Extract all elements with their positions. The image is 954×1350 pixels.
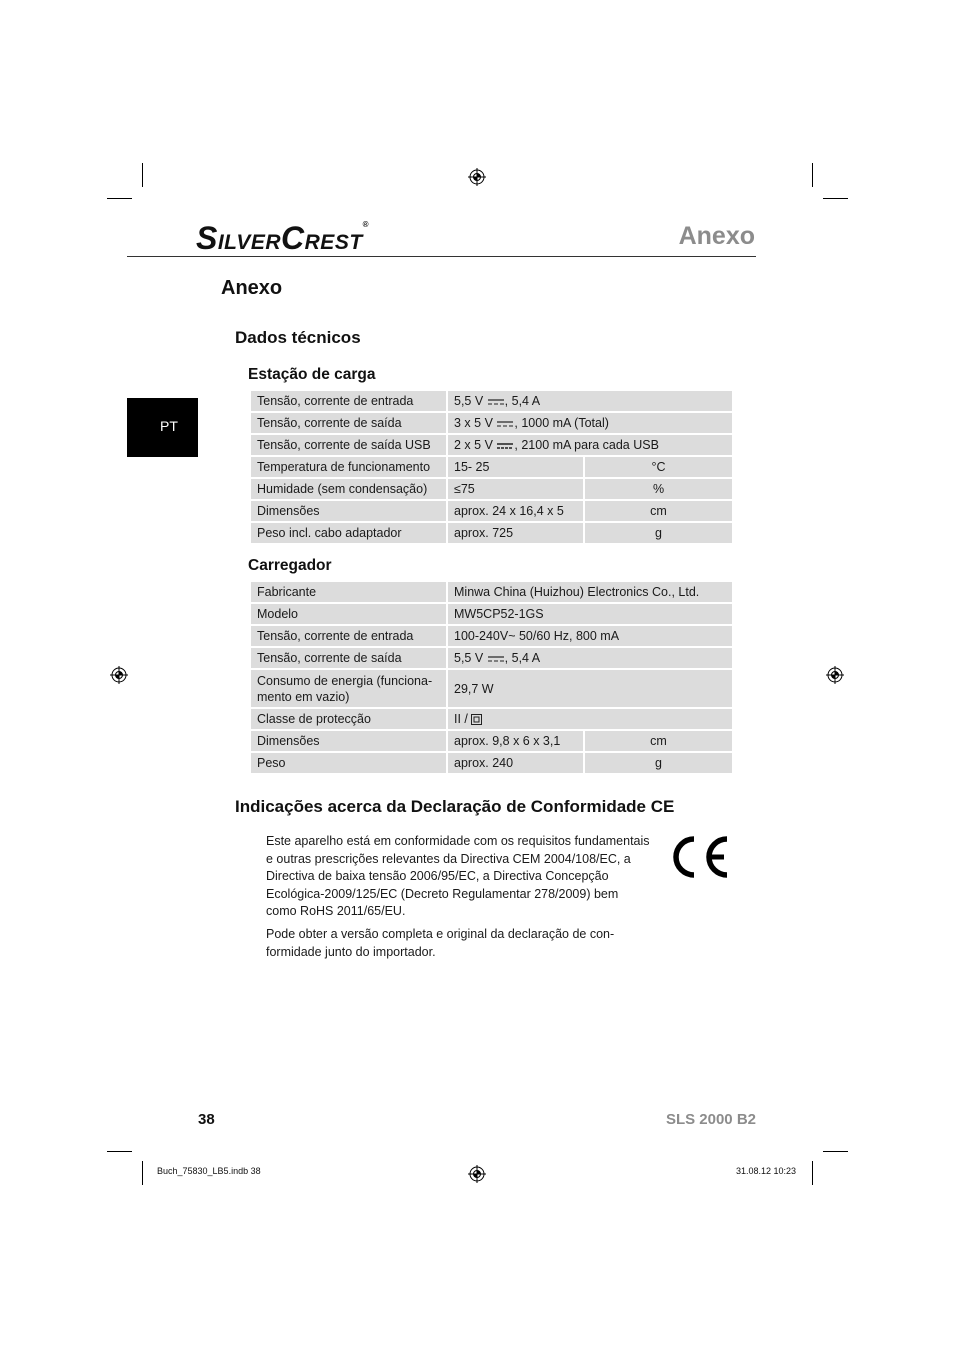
- table-row: Tensão, corrente de saída 5,5 V , 5,4 A: [250, 647, 733, 669]
- brand-logo: SILVERCREST®: [196, 220, 370, 256]
- ce-paragraph-2: Pode obter a versão completa e original da declaração de con-formidade junto do importador.: [266, 927, 615, 959]
- crop-mark: [812, 1161, 813, 1185]
- crop-mark: [812, 163, 813, 187]
- dc-symbol-icon: [488, 656, 504, 662]
- registration-mark-icon: [110, 666, 128, 684]
- table-row: Tensão, corrente de saída USB 2 x 5 V , 2100 mA para cada USB: [250, 434, 733, 456]
- dc-symbol-icon: [497, 421, 513, 427]
- table-row: Tensão, corrente de entrada 5,5 V , 5,4 A: [250, 390, 733, 412]
- subheading-charging-station: Estação de carga: [248, 366, 376, 383]
- crop-mark: [107, 198, 132, 199]
- double-insulation-icon: [471, 714, 482, 725]
- table-row: Dimensões aprox. 9,8 x 6 x 3,1 cm: [250, 730, 733, 752]
- table-row: Tensão, corrente de saída 3 x 5 V , 1000 mA (Total): [250, 412, 733, 434]
- crop-mark: [823, 198, 848, 199]
- page-number: 38: [198, 1111, 215, 1128]
- print-slug-file: Buch_75830_LB5.indb 38: [157, 1166, 261, 1176]
- language-tab: PT: [127, 398, 198, 457]
- charging-station-table: [249, 389, 734, 545]
- ce-paragraph-1: Este aparelho está em conformidade com os requisitos fundamentais e outras prescrições relevantes da Directiva CEM 2004/108/EC, a Directiva de baixa tensão 2006/95/EC, a Directiva Concepção Ecológica-2009/125/EC (Decreto Regulamentar 278/2009) bem como RoHS 2011/65/EU.: [266, 834, 650, 918]
- registration-mark-icon: [468, 1165, 486, 1183]
- section-heading-technical-data: Dados técnicos: [235, 328, 361, 347]
- crop-mark: [823, 1151, 848, 1152]
- table-row: Classe de protecção II /: [250, 708, 733, 730]
- dc-symbol-icon: [497, 443, 513, 449]
- table-row: Consumo de energia (funciona-mento em vazio) 29,7 W: [250, 669, 733, 708]
- charger-table: [249, 580, 734, 775]
- table-row: Humidade (sem condensação) ≤75 %: [250, 478, 733, 500]
- section-heading-ce-declaration: Indicações acerca da Declaração de Conformidade CE: [235, 797, 675, 816]
- table-row: Peso incl. cabo adaptador aprox. 725 g: [250, 522, 733, 544]
- registration-mark-icon: [468, 168, 486, 186]
- table-row: Temperatura de funcionamento 15- 25 °C: [250, 456, 733, 478]
- crop-mark: [142, 163, 143, 187]
- table-row: Fabricante Minwa China (Huizhou) Electronics Co., Ltd.: [250, 581, 733, 603]
- subheading-charger: Carregador: [248, 557, 332, 574]
- table-row: Dimensões aprox. 24 x 16,4 x 5 cm: [250, 500, 733, 522]
- crop-mark: [142, 1161, 143, 1185]
- model-number: SLS 2000 B2: [665, 1111, 756, 1128]
- table-row: Peso aprox. 240 g: [250, 752, 733, 774]
- dc-symbol-icon: [488, 399, 504, 405]
- print-slug-datetime: 31.08.12 10:23: [736, 1166, 797, 1176]
- header-divider: [127, 256, 756, 257]
- crop-mark: [107, 1151, 132, 1152]
- ce-mark-icon: [668, 836, 730, 878]
- table-row: Modelo MW5CP52-1GS: [250, 603, 733, 625]
- registration-mark-icon: [826, 666, 844, 684]
- header-section-title: Anexo: [678, 222, 755, 250]
- table-row: Tensão, corrente de entrada 100-240V~ 50/60 Hz, 800 mA: [250, 625, 733, 647]
- page-title: Anexo: [221, 277, 283, 299]
